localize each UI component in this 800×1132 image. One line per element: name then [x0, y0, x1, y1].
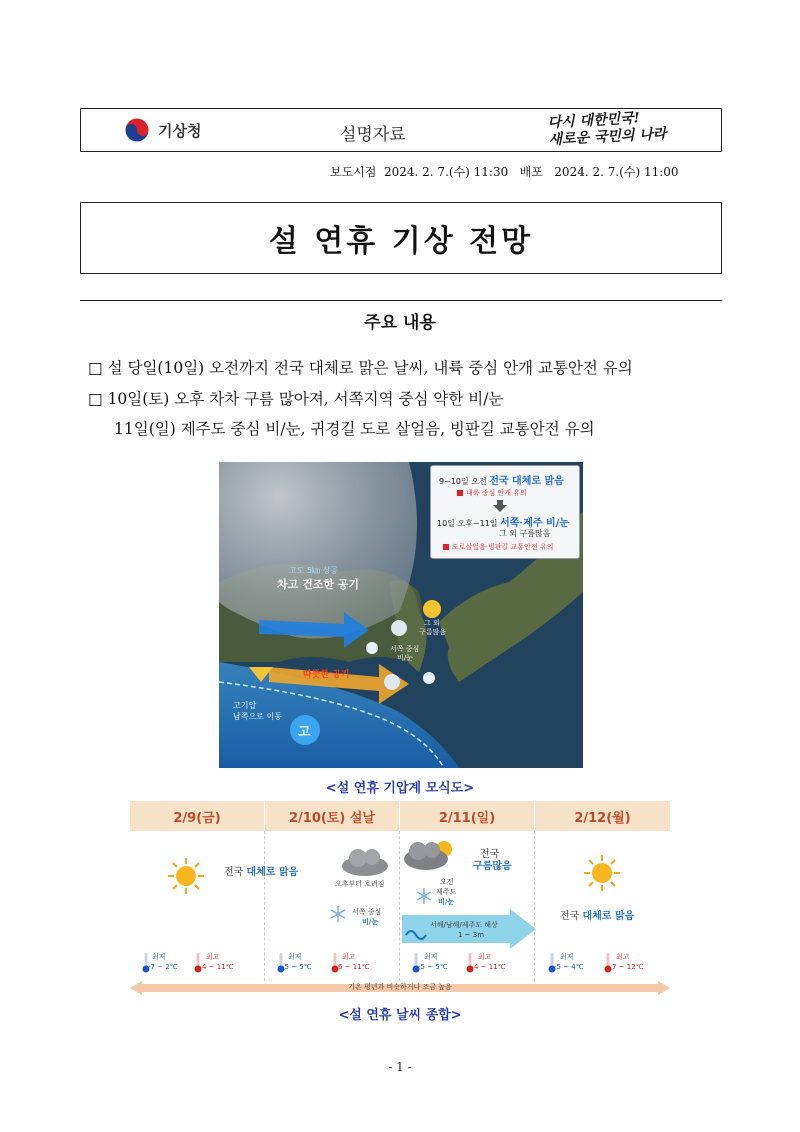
cloud-icon: [340, 846, 390, 876]
day4-min-label: 최저: [560, 953, 574, 961]
divider: [80, 300, 722, 301]
summary-heading: 주요 내용: [364, 313, 436, 333]
slogan-line-2: 새로운 국민의 나라: [548, 125, 667, 149]
west-label-1: 서쪽 중심: [390, 645, 420, 653]
day4-desc: 전국 대체로 맑음: [560, 911, 635, 922]
slogan-line-1: 다시 대한민국!: [547, 110, 641, 132]
map-box-line-1: 9~10일 오전 전국 대체로 맑음: [439, 476, 564, 487]
snowflake-icon: [414, 887, 434, 905]
day2-min: -5 ~ 5℃: [282, 963, 312, 971]
summary-bullet-3: 11일(일) 제주도 중심 비/눈, 귀경길 도로 살얼음, 빙판길 교통안전 유의: [114, 420, 595, 438]
cold-air-label: 차고 건조한 공기: [277, 578, 360, 591]
warning-icon: [457, 490, 463, 496]
day2-desc-strong: 비/눈: [362, 918, 379, 926]
day-header-3: 2/11(일): [400, 801, 534, 831]
day3-note2: 제주도: [436, 888, 457, 896]
day3-min-label: 최저: [424, 953, 438, 961]
day3-sea-label: 서해/남해/제주도 해상: [430, 921, 498, 929]
day4-max: 7 ~ 12℃: [612, 963, 644, 971]
west-label-2: 비/눈: [397, 654, 413, 662]
day1-max: 4 ~ 11℃: [202, 963, 234, 971]
forecast-caption: <설 연휴 날씨 종합>: [338, 1008, 462, 1023]
slogan: [547, 109, 667, 149]
summary-bullet-1: □ 설 당일(10일) 오전까지 전국 대체로 맑은 날씨, 내륙 중심 안개 교통안전 유의: [88, 359, 633, 377]
day-header-2: 2/10(토) 설날: [265, 801, 399, 831]
day1-desc: 전국 대체로 맑음: [224, 867, 299, 878]
agency-name: 기상청: [158, 122, 202, 140]
cloud-sun-icon: [402, 837, 458, 871]
day1-max-label: 최고: [206, 953, 220, 961]
day1-min-label: 최저: [152, 953, 166, 961]
day2-note: 오후부터 흐려짐: [335, 880, 385, 888]
warm-air-label: 따뜻한 공기: [303, 670, 350, 680]
day3-desc-pre: 전국: [480, 849, 500, 860]
day1-min: -7 ~ 2℃: [148, 963, 178, 971]
snowflake-icon: [328, 905, 348, 923]
taegeuk-logo-icon: [123, 116, 151, 144]
day3-wave-height: 1 ~ 3m: [458, 931, 485, 939]
title-box: [80, 202, 722, 274]
day3-max-label: 최고: [478, 953, 492, 961]
day3-max: 4 ~ 11℃: [474, 963, 506, 971]
day3-min: -5 ~ 5℃: [418, 963, 448, 971]
map-box-line-2: 내륙 중심 안개 유의: [457, 488, 527, 498]
document-type: 설명자료: [340, 125, 406, 145]
day2-desc-pre: 서쪽 중심: [352, 908, 382, 916]
thermometer-hot-icon: [466, 953, 474, 973]
thermometer-hot-icon: [194, 953, 202, 973]
down-arrow-icon: [493, 500, 507, 512]
day2-max: 6 ~ 11℃: [338, 963, 370, 971]
cloudy-label-1: 그 외: [424, 619, 440, 627]
sun-icon: [582, 853, 622, 893]
day3-note3: 비/눈: [438, 898, 455, 906]
map-caption: <설 연휴 기압계 모식도>: [325, 781, 475, 796]
day3-desc-strong: 구름많음: [473, 861, 512, 872]
day2-max-label: 최고: [342, 953, 356, 961]
page-number: - 1 -: [388, 1060, 412, 1074]
summary-bullet-2: □ 10일(토) 오후 차차 구름 많아져, 서쪽지역 중심 약한 비/눈: [88, 390, 504, 408]
day2-min-label: 최저: [288, 953, 302, 961]
altitude-label: 고도 5㎞ 상공: [289, 566, 339, 575]
high-move-label-1: 고기압: [233, 701, 257, 710]
release-info: 보도시점 2024. 2. 7.(수) 11:30 배포 2024. 2. 7.(수) 11:00: [330, 165, 679, 179]
day3-note1: 오전: [440, 878, 454, 886]
map-box-line-4: 그 외 구름많음: [499, 529, 551, 538]
warning-icon: [443, 544, 449, 550]
forecast-summary: [130, 801, 670, 997]
high-pressure-symbol: 고: [298, 725, 311, 740]
day4-min: -5 ~ 4℃: [554, 963, 584, 971]
high-move-label-2: 남쪽으로 이동: [233, 712, 282, 721]
day-header-1: 2/9(금): [130, 801, 264, 831]
page-title: 설 연휴 기상 전망: [268, 224, 534, 259]
map-box-line-5: 도로살얼음·빙판길 교통안전 유의: [443, 542, 553, 552]
day4-max-label: 최고: [616, 953, 630, 961]
sun-icon: [166, 856, 206, 896]
map-summary-box: [430, 465, 580, 559]
cloudy-label-2: 구름많음: [419, 628, 447, 636]
map-box-line-3: 10일 오후~11일 서쪽·제주 비/눈: [437, 518, 569, 529]
temperature-note: 기온 평년과 비슷하거나 조금 높음: [348, 983, 452, 991]
thermometer-hot-icon: [604, 953, 612, 973]
day-header-4: 2/12(월): [535, 801, 670, 831]
